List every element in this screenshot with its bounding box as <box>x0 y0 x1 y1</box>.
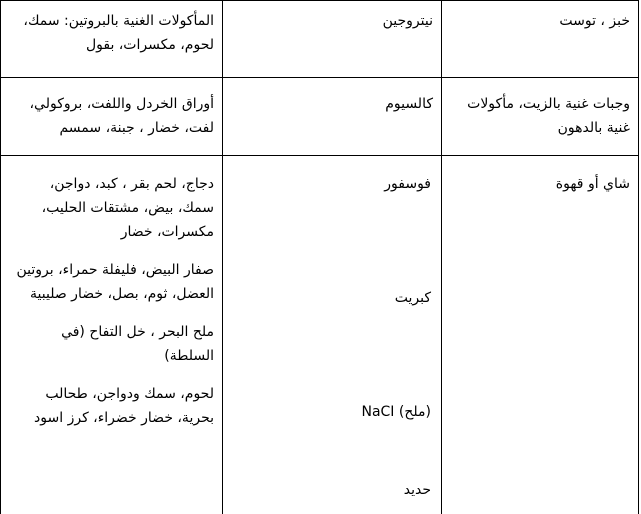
cell-text: صفار البيض، فليفلة حمراء، بروتين العضل، ثوم، بصل، خضار صليبية <box>16 262 214 302</box>
cell-text: وجبات غنية بالزيت، مأكولات غنية بالدهون <box>467 96 630 136</box>
table-cell-element <box>223 78 442 156</box>
cell-text: كبريت <box>394 290 431 306</box>
cell-text: دجاج، لحم بقر ، كبد، دواجن، سمك، بيض، مشتقات الحليب، مكسرات، خضار <box>41 176 214 240</box>
table-cell-sources <box>1 78 223 156</box>
table-cell-item <box>442 156 639 514</box>
table-row <box>1 78 639 156</box>
table-cell-element <box>223 156 442 514</box>
table-row <box>1 156 639 514</box>
cell-text: المأكولات الغنية بالبروتين: سمك، لحوم، مكسرات، بقول <box>23 13 214 53</box>
cell-text: شاي أو قهوة <box>555 176 630 192</box>
cell-text: أوراق الخردل واللفت، بروكولي، لفت، خضار ، جبنة، سمسم <box>29 96 214 136</box>
cell-text: خبز ، توست <box>559 13 630 29</box>
cell-text: لحوم، سمك ودواجن، طحالب بحرية، خضار خضراء، كرز اسود <box>34 386 214 426</box>
table-cell-sources <box>1 156 223 514</box>
table-cell-element <box>223 1 442 78</box>
table-row <box>1 1 639 78</box>
table-cell-item <box>442 1 639 78</box>
cell-text: نيتروجين <box>382 13 433 29</box>
table-cell-item <box>442 78 639 156</box>
cell-text: فوسفور <box>384 176 431 192</box>
cell-text: حديد <box>403 482 431 498</box>
cell-text: كالسيوم <box>385 96 433 112</box>
cell-text: NaCI (ملح) <box>361 404 431 420</box>
table-cell-sources <box>1 1 223 78</box>
cell-text: ملح البحر ، خل التفاح (في السلطة) <box>61 324 214 364</box>
